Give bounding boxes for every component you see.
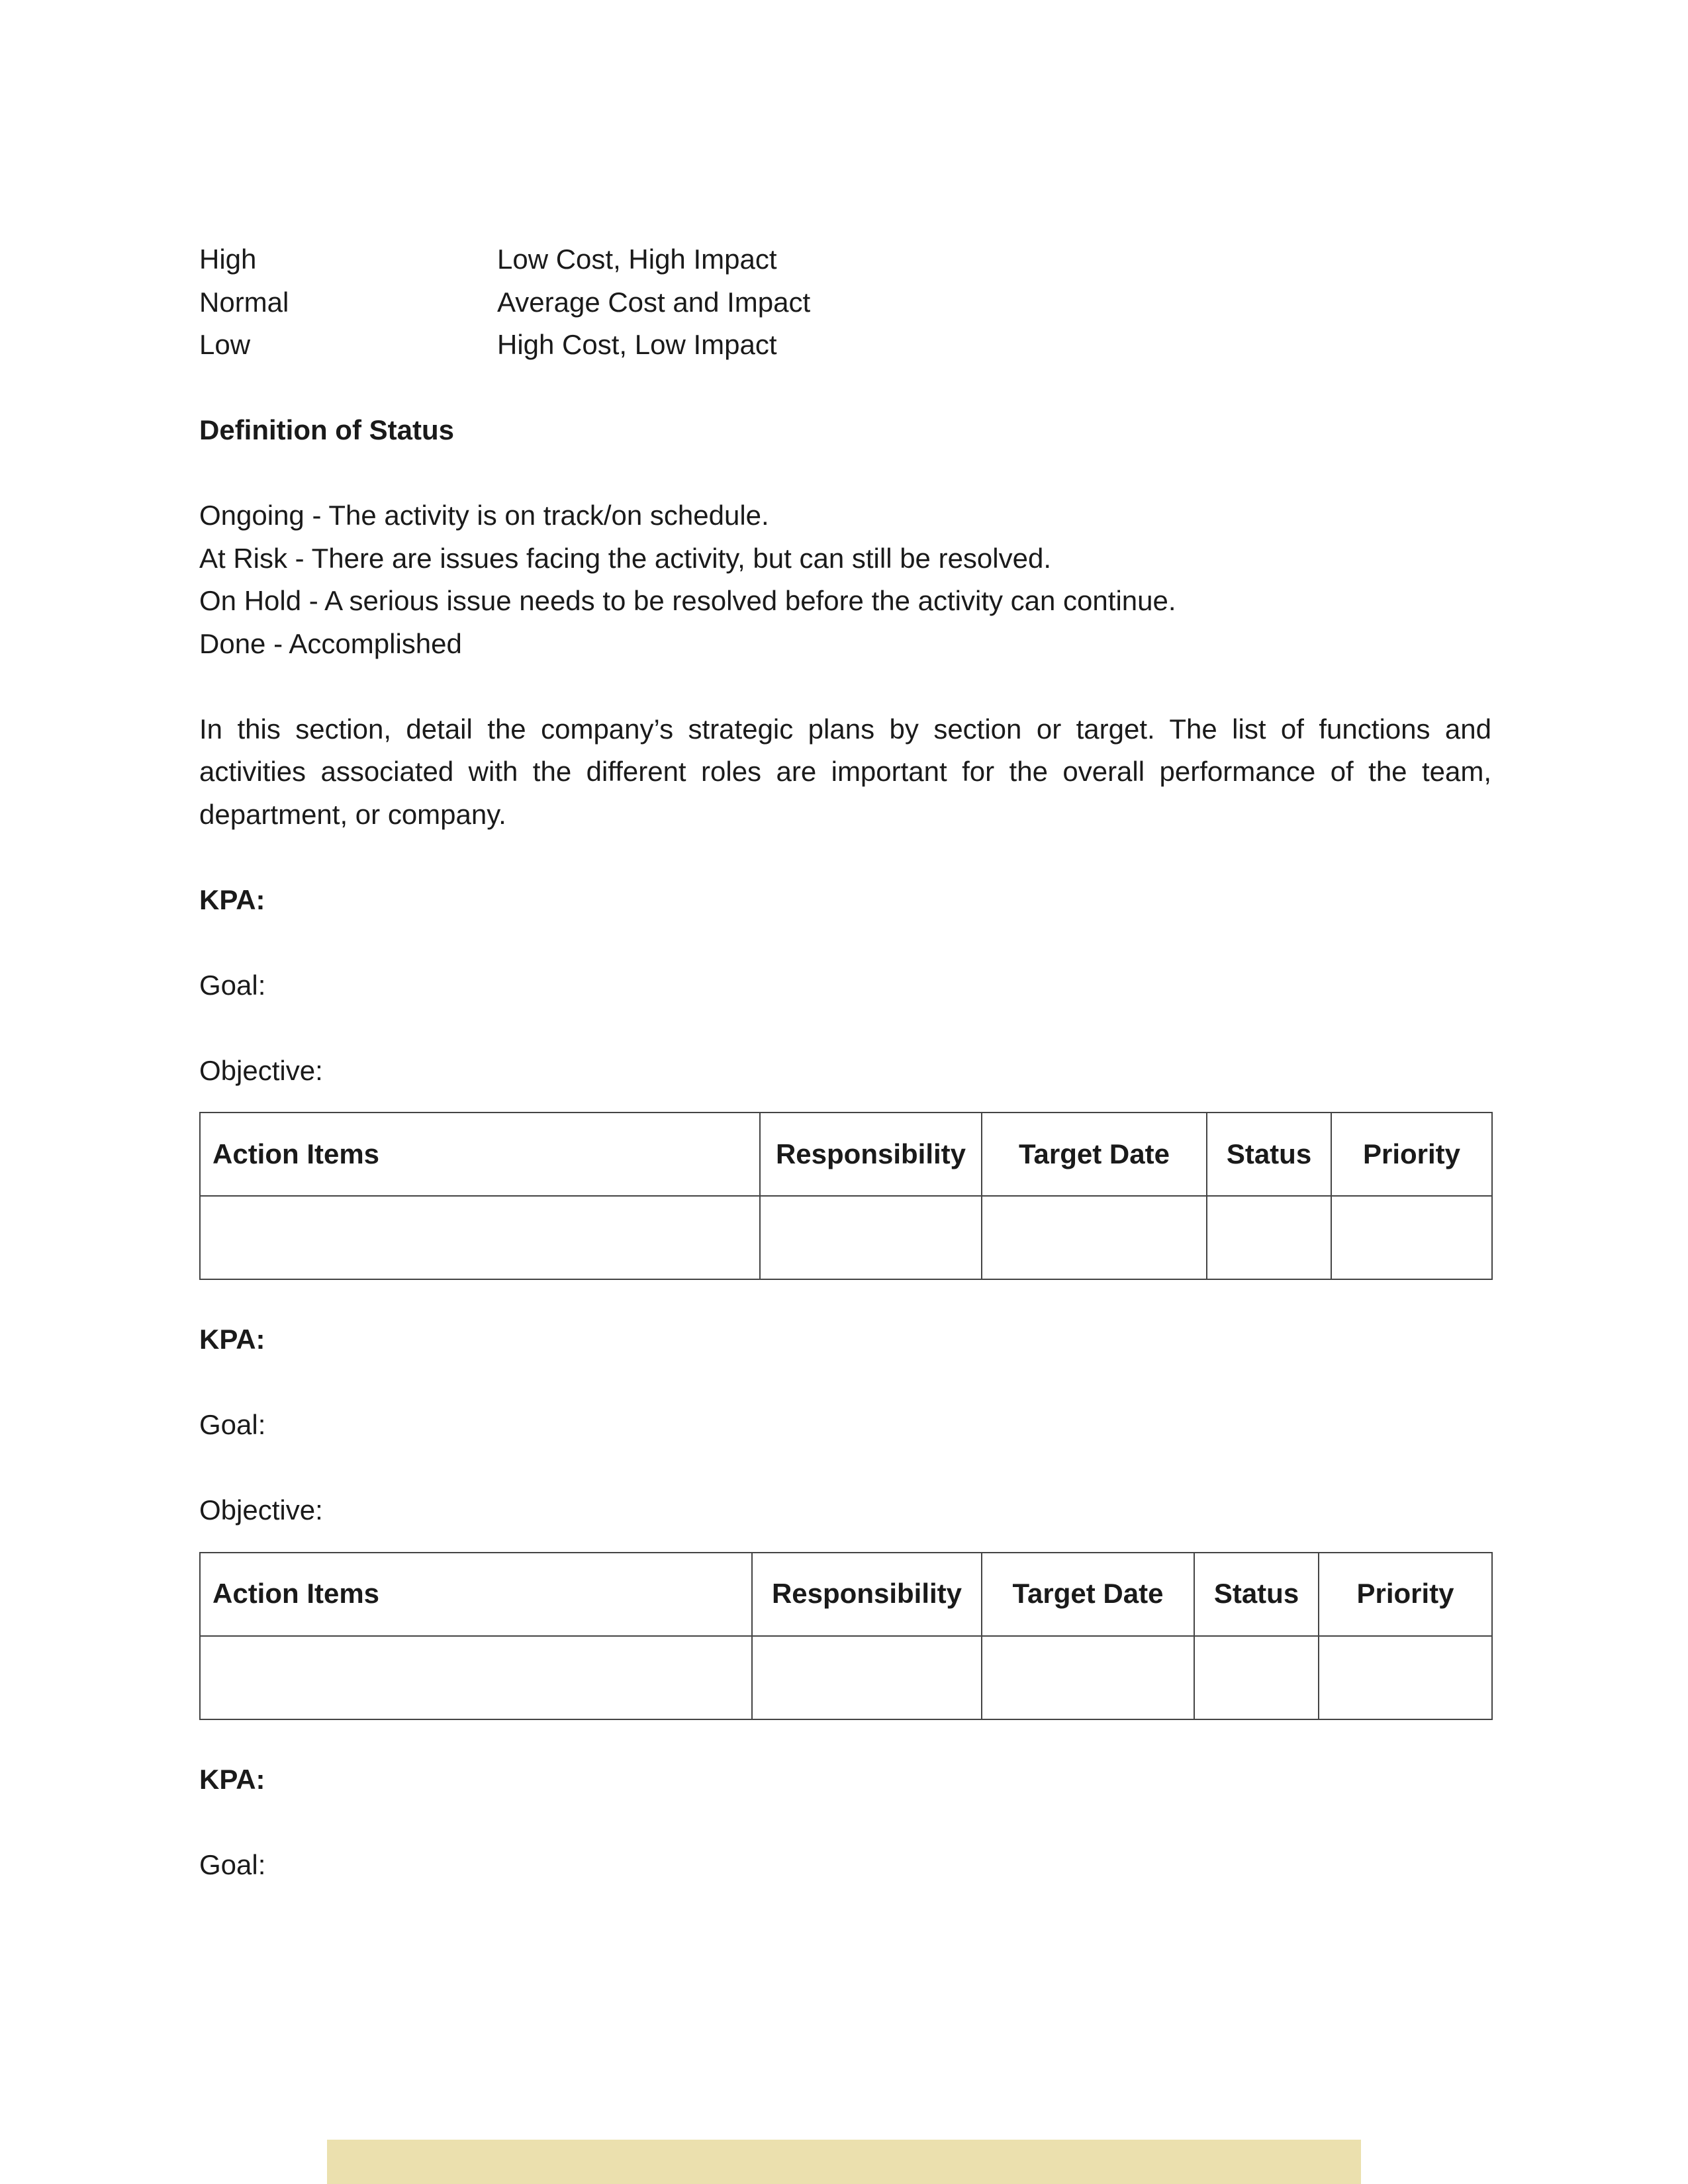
intro-paragraph: In this section, detail the company’s strategic plans by section or target. The list of functions and activities associated with the different roles are important for the overall performance of the team, department, or company. xyxy=(199,713,1491,830)
header-responsibility: Responsibility xyxy=(760,1113,982,1196)
status-item: On Hold - A serious issue needs to be resolved before the activity can continue. xyxy=(199,585,1176,616)
footer-band xyxy=(327,2140,1361,2184)
goal-label: Goal: xyxy=(199,969,266,1001)
header-status: Status xyxy=(1194,1553,1319,1636)
status-item: Ongoing - The activity is on track/on schedule. xyxy=(199,500,769,531)
status-item: Done - Accomplished xyxy=(199,627,462,659)
cell-responsibility[interactable] xyxy=(752,1636,982,1719)
cell-target-date[interactable] xyxy=(982,1636,1194,1719)
priority-level: Low xyxy=(199,329,251,360)
cell-target-date[interactable] xyxy=(982,1196,1207,1279)
priority-row-high xyxy=(199,238,1491,281)
header-priority: Priority xyxy=(1319,1553,1492,1636)
header-responsibility: Responsibility xyxy=(752,1553,982,1636)
priority-description: High Cost, Low Impact xyxy=(497,329,777,360)
table-header-row xyxy=(200,1113,1492,1196)
kpa-label: KPA: xyxy=(199,884,265,915)
cell-status[interactable] xyxy=(1194,1636,1319,1719)
action-items-table xyxy=(199,1552,1493,1720)
kpa-label: KPA: xyxy=(199,1763,265,1795)
status-item: At Risk - There are issues facing the activity, but can still be resolved. xyxy=(199,542,1052,574)
priority-description: Average Cost and Impact xyxy=(497,286,811,318)
objective-label: Objective: xyxy=(199,1054,323,1086)
status-list xyxy=(199,494,1491,665)
table-row xyxy=(200,1196,1492,1279)
table-row xyxy=(200,1636,1492,1719)
kpa-block-1 xyxy=(199,879,1491,1281)
document-body xyxy=(199,238,1491,1886)
header-target-date: Target Date xyxy=(982,1113,1207,1196)
header-priority: Priority xyxy=(1331,1113,1492,1196)
kpa-label: KPA: xyxy=(199,1324,265,1355)
kpa-block-3 xyxy=(199,1758,1491,1887)
cell-status[interactable] xyxy=(1207,1196,1331,1279)
header-status: Status xyxy=(1207,1113,1331,1196)
objective-label: Objective: xyxy=(199,1494,323,1525)
priority-row-low xyxy=(199,324,1491,367)
kpa-block-2 xyxy=(199,1318,1491,1720)
goal-label: Goal: xyxy=(199,1848,266,1880)
goal-label: Goal: xyxy=(199,1409,266,1440)
header-target-date: Target Date xyxy=(982,1553,1194,1636)
priority-level: High xyxy=(199,244,257,275)
cell-action-items[interactable] xyxy=(200,1636,752,1719)
priority-row-normal xyxy=(199,281,1491,324)
table-header-row xyxy=(200,1553,1492,1636)
header-action-items: Action Items xyxy=(200,1113,760,1196)
action-items-table xyxy=(199,1112,1493,1280)
priority-level: Normal xyxy=(199,286,289,318)
header-action-items: Action Items xyxy=(200,1553,752,1636)
priority-description: Low Cost, High Impact xyxy=(497,244,777,275)
cell-responsibility[interactable] xyxy=(760,1196,982,1279)
status-heading: Definition of Status xyxy=(199,414,454,445)
cell-priority[interactable] xyxy=(1319,1636,1492,1719)
priority-definitions xyxy=(199,238,1491,367)
cell-priority[interactable] xyxy=(1331,1196,1492,1279)
cell-action-items[interactable] xyxy=(200,1196,760,1279)
